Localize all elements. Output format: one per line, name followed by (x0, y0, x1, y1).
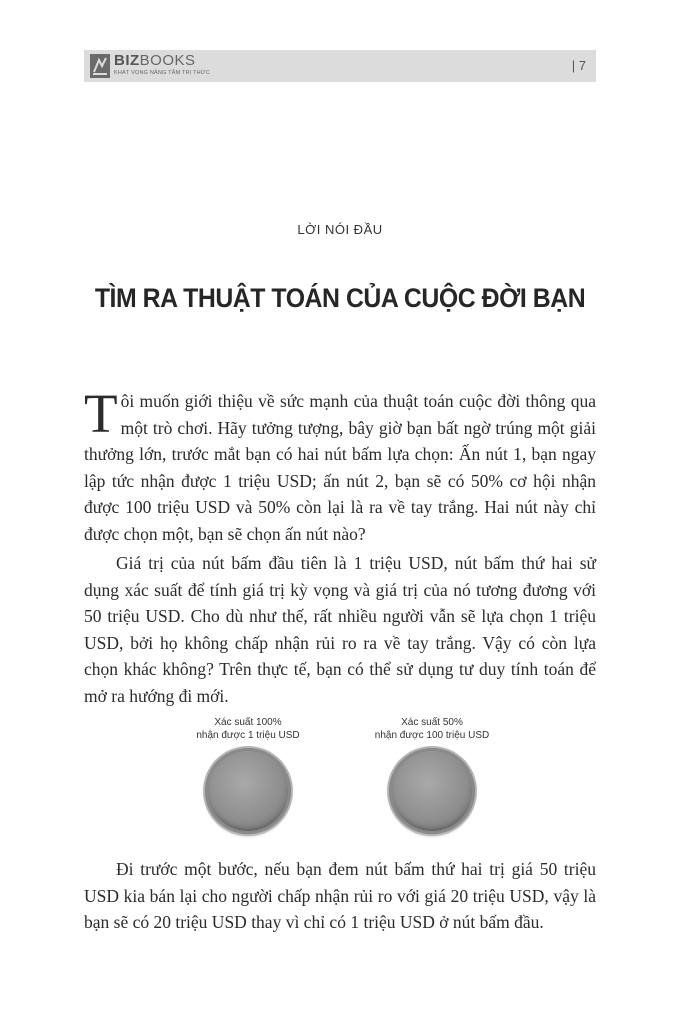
paragraph-3: Đi trước một bước, nếu bạn đem nút bấm thứ hai trị giá 50 triệu USD kia bán lại cho người chấp nhận rủi ro với giá 20 triệu USD, vậy là bạn sẽ có 20 triệu USD thay vì chỉ có 1 triệu USD ở nút bấm đầu. (84, 859, 596, 932)
bizbooks-logo-icon (90, 54, 110, 78)
page-number: | 7 (571, 58, 586, 73)
chapter-label: LỜI NÓI ĐẦU (297, 222, 383, 237)
logo-wordmark: BIZBOOKS (114, 52, 196, 69)
logo-tagline: KHÁT VỌNG NÂNG TẦM TRI THỨC (114, 70, 210, 76)
button-2-illustration (389, 748, 475, 834)
paragraph-2: Giá trị của nút bấm đầu tiên là 1 triệu USD, nút bấm thứ hai sử dụng xác suất để tính giá trị kỳ vọng và giá trị của nó tương đương với 50 triệu USD. Cho dù như thế, rất nhiều người vẫn sẽ lựa chọn 1 triệu USD, bởi họ không chấp nhận rủi ro ra về tay trắng. Vậy có còn lựa chọn khác không? Trên thực tế, bạn có thể sử dụng tư duy tính toán để mở ra hướng đi mới. (84, 553, 596, 706)
page-header (84, 50, 596, 82)
paragraph-1: Tôi muốn giới thiệu về sức mạnh của thuật toán cuộc đời thông qua một trò chơi. Hãy tưởng tượng, bây giờ bạn bất ngờ trúng một giải thưởng lớn, trước mắt bạn có hai nút bấm lựa chọn: Ấn nút 1, bạn ngay lập tức nhận được 1 triệu USD; ấn nút 2, bạn sẽ có 50% cơ hội nhận được 100 triệu USD và 50% còn lại là ra về tay trắng. Hai nút này chỉ được chọn một, bạn sẽ chọn ấn nút nào? (84, 383, 596, 544)
chapter-title: TÌM RA THUẬT TOÁN CỦA CUỘC ĐỜI BẠN (94, 283, 586, 313)
button-1-caption: Xác suất 100% nhận được 1 triệu USD (196, 717, 300, 741)
button-2-caption: Xác suất 50% nhận được 100 triệu USD (374, 717, 490, 741)
button-1-illustration (205, 748, 291, 834)
drop-cap: T (84, 383, 118, 444)
